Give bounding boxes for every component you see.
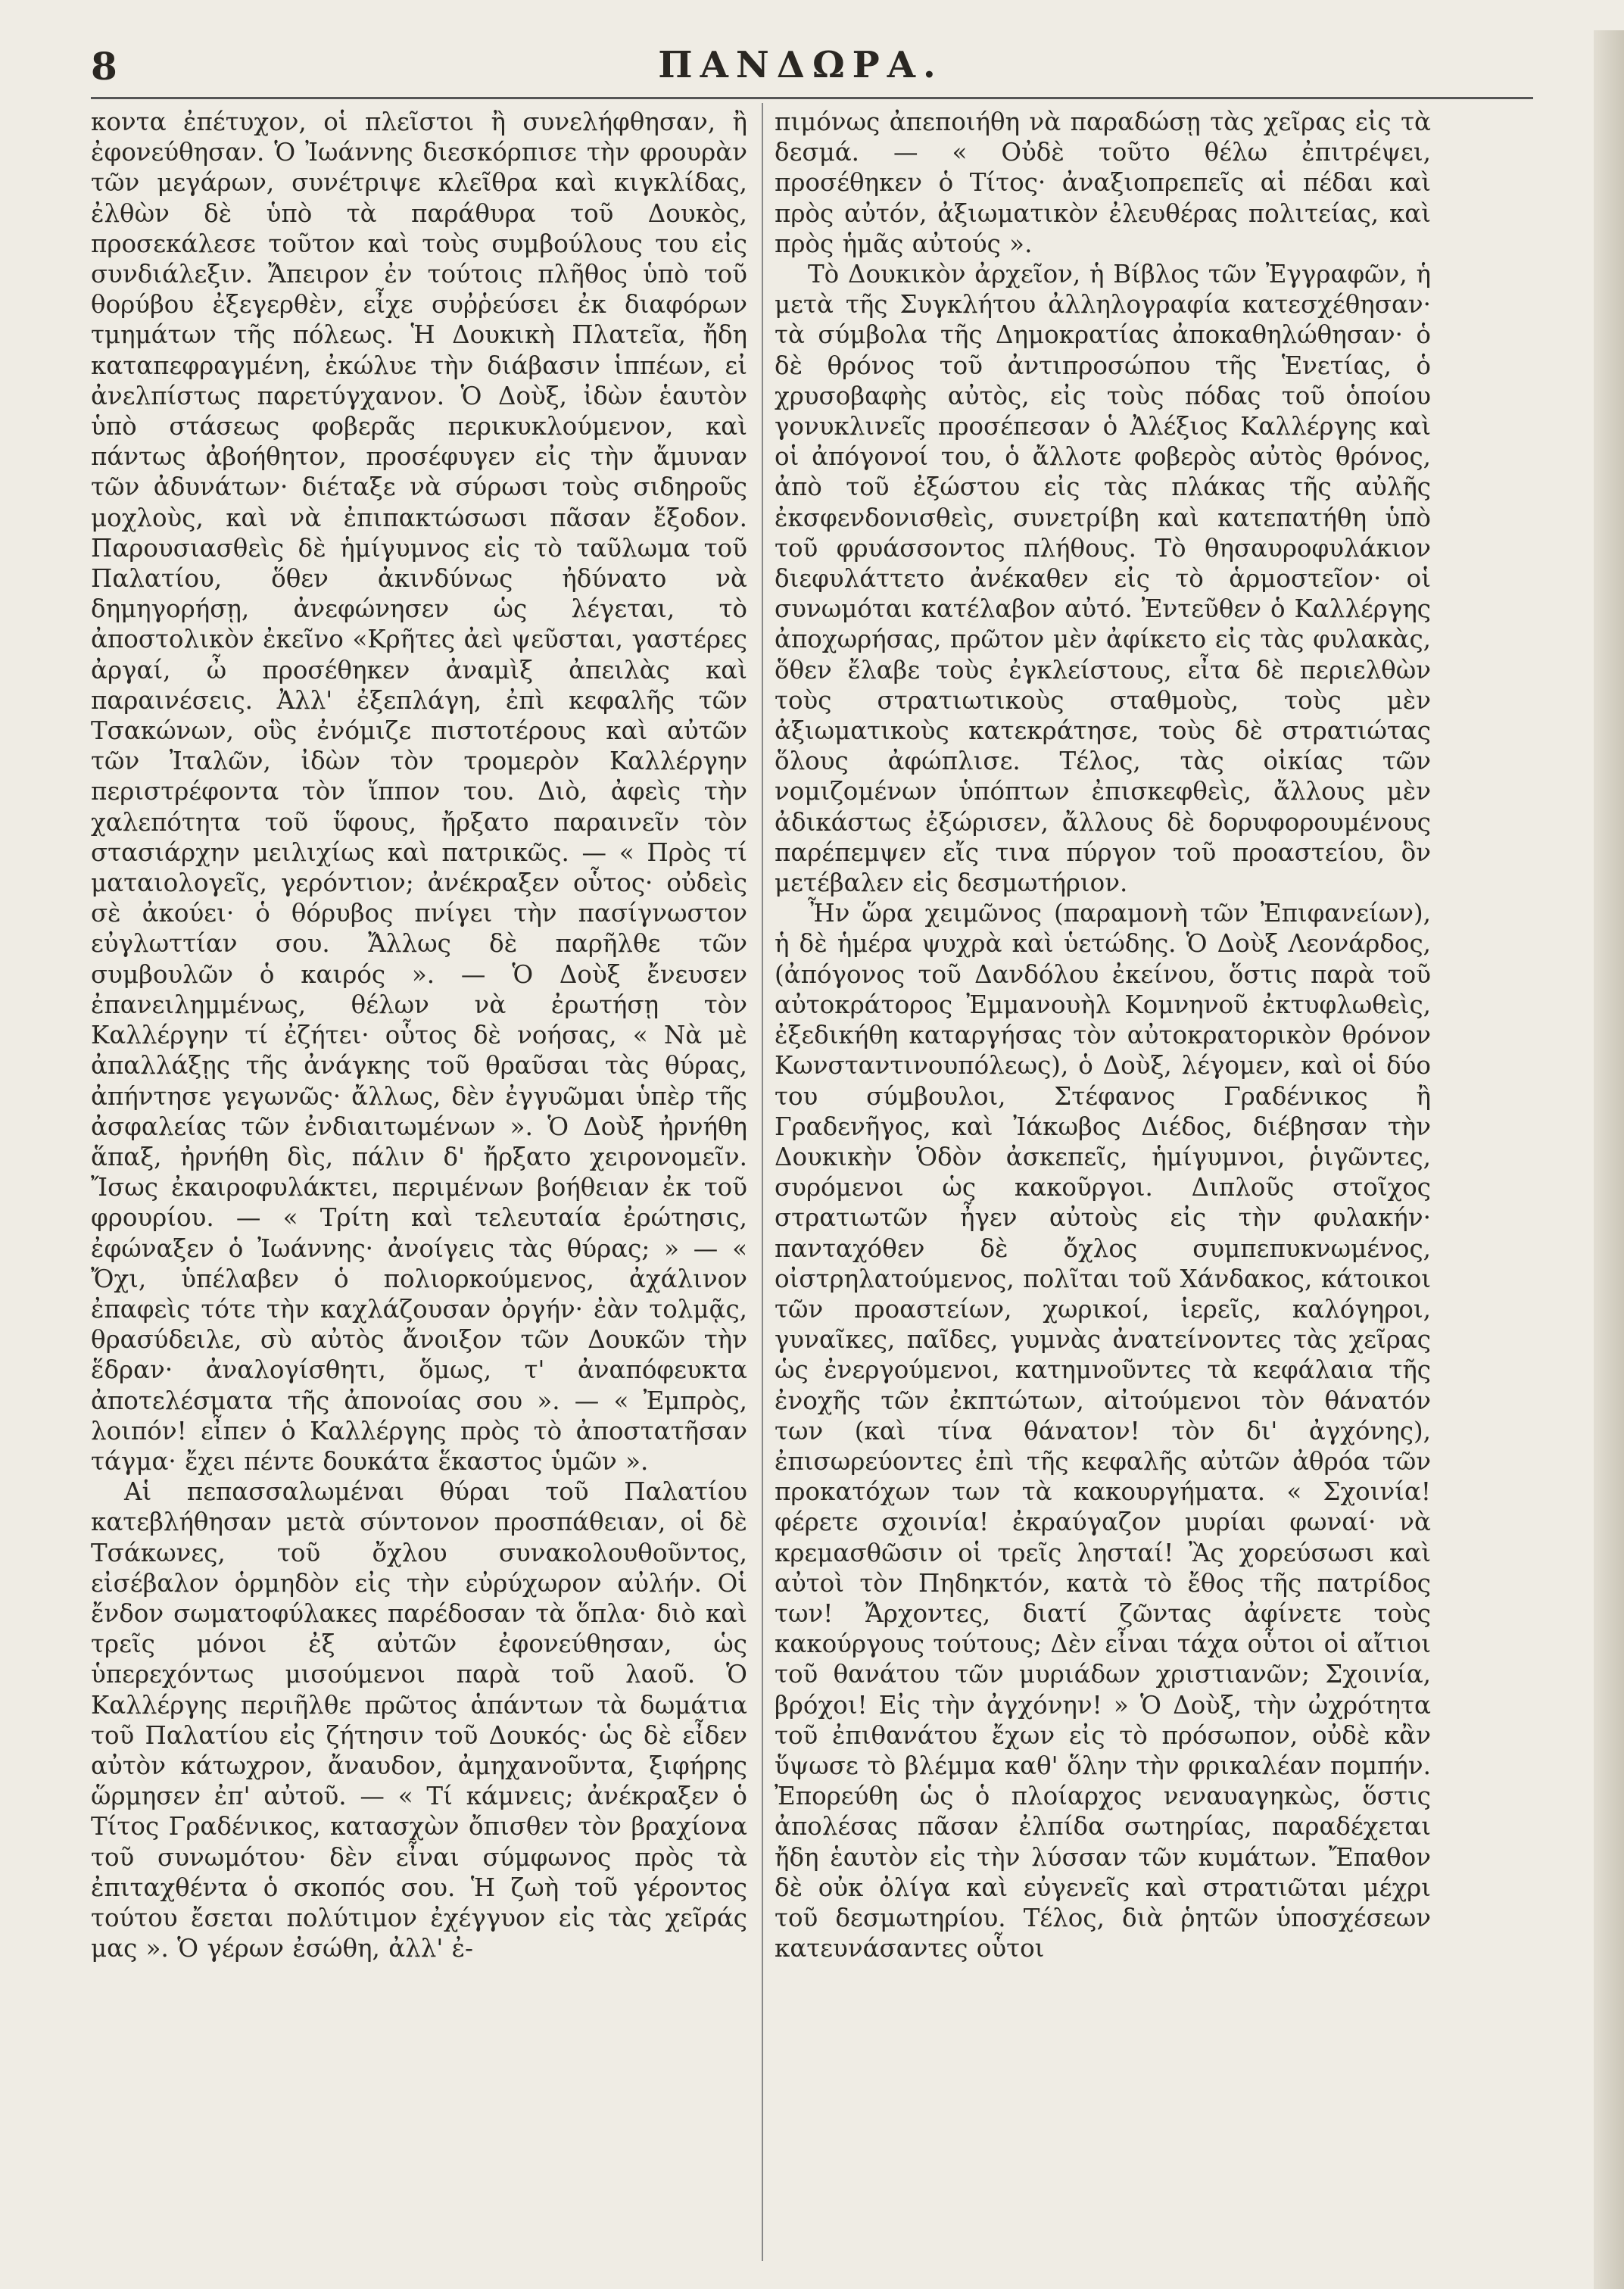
page-number: 8	[91, 44, 117, 89]
page-edge-shadow	[1594, 30, 1624, 2289]
running-title: ΠΑΝΔΩΡΑ.	[658, 44, 943, 86]
paragraph: Αἱ πεπασσαλωμέναι θύραι τοῦ Παλατίου κατεβλήθησαν μετὰ σύντονον προσπάθειαν, οἱ δὲ Τσάκωνες, τοῦ ὄχλου συνακολουθοῦντος, εἰσέβαλον ὁρμηδὸν εἰς τὴν εὐρύχωρον αὐλήν. Οἱ ἔνδον σωματοφύλακες παρέδοσαν τὰ ὅπλα· διὸ καὶ τρεῖς μόνοι ἐξ αὐτῶν ἐφονεύθησαν, ὡς ὑπερεχόντως μισούμενοι παρὰ τοῦ λαοῦ. Ὁ Καλλέργης περιῆλθε πρῶτος ἁπάντων τὰ δωμάτια τοῦ Παλατίου εἰς ζήτησιν τοῦ Δουκός· ὡς δὲ εἶδεν αὐτὸν κάτωχρον, ἄναυδον, ἀμηχανοῦντα, ξιφήρης ὥρμησεν ἐπ' αὐτοῦ. — « Τί κάμνεις; ἀνέκραξεν ὁ Τίτος Γραδένικος, κατασχὼν ὄπισθεν τὸν βραχίονα τοῦ συνωμότου· δὲν εἶναι σύμφωνος πρὸς τὰ ἐπιταχθέντα ὁ σκοπός σου. Ἡ ζωὴ τοῦ γέροντος τούτου ἔσεται πολύτιμον ἐχέγγυον εἰς τὰς χεῖράς μας ». Ὁ γέρων ἐσώθη, ἀλλ' ἐ-	[91, 1477, 747, 1963]
right-column	[775, 99, 1431, 2265]
text-columns	[91, 97, 1533, 2265]
paragraph: κοντα ἐπέτυχον, οἱ πλεῖστοι ἢ συνελήφθησαν, ἢ ἐφονεύθησαν. Ὁ Ἰωάννης διεσκόρπισε τὴν φρουρὰν τῶν μεγάρων, συνέτριψε κλεῖθρα καὶ κιγκλίδας, ἐλθὼν δὲ ὑπὸ τὰ παράθυρα τοῦ Δουκὸς, προσεκάλεσε τοῦτον καὶ τοὺς συμβούλους του εἰς συνδιάλεξιν. Ἄπειρον ἐν τούτοις πλῆθος ὑπὸ τοῦ θορύβου ἐξεγερθὲν, εἶχε συῤῥεύσει ἐκ διαφόρων τμημάτων τῆς πόλεως. Ἡ Δουκικὴ Πλατεῖα, ἤδη καταπεφραγμένη, ἐκώλυε τὴν διάβασιν ἱππέων, εἰ ἀνελπίστως παρετύγχανον. Ὁ Δοὺξ, ἰδὼν ἑαυτὸν ὑπὸ στάσεως φοβερᾶς περικυκλούμενον, καὶ πάντως ἀβοήθητον, προσέφυγεν εἰς τὴν ἄμυναν τῶν ἀδυνάτων· διέταξε νὰ σύρωσι τοὺς σιδηροῦς μοχλοὺς, καὶ νὰ ἐπιπακτώσωσι πᾶσαν ἔξοδον. Παρουσιασθεὶς δὲ ἡμίγυμνος εἰς τὸ ταῦλωμα τοῦ Παλατίου, ὅθεν ἀκινδύνως ἠδύνατο νὰ δημηγορήσῃ, ἀνεφώνησεν ὡς λέγεται, τὸ ἀποστολικὸν ἐκεῖνο «Κρῆτες ἀεὶ ψεῦσται, γαστέρες ἀργαί, ὦ προσέθηκεν ἀναμὶξ ἀπειλὰς καὶ παραινέσεις. Ἀλλ' ἐξεπλάγη, ἐπὶ κεφαλῆς τῶν Τσακώνων, οὓς ἐνόμιζε πιστοτέρους καὶ αὐτῶν τῶν Ἰταλῶν, ἰδὼν τὸν τρομερὸν Καλλέργην περιστρέφοντα τὸν ἵππον του. Διὸ, ἀφεὶς τὴν χαλεπότητα τοῦ ὕφους, ἤρξατο παραινεῖν τὸν στασιάρχην μειλιχίως καὶ πατρικῶς. — « Πρὸς τί ματαιολογεῖς, γερόντιον; ἀνέκραξεν οὗτος· οὐδεὶς σὲ ἀκούει· ὁ θόρυβος πνίγει τὴν πασίγνωστον εὐγλωττίαν σου. Ἄλλως δὲ παρῆλθε τῶν συμβουλῶν ὁ καιρός ». — Ὁ Δοὺξ ἔνευσεν ἐπανειλημμένως, θέλων νὰ ἐρωτήσῃ τὸν Καλλέργην τί ἐζήτει· οὗτος δὲ νοήσας, « Νὰ μὲ ἀπαλλάξῃς τῆς ἀνάγκης τοῦ θραῦσαι τὰς θύρας, ἀπήντησε γεγωνῶς· ἄλλως, δὲν ἐγγυῶμαι ὑπὲρ τῆς ἀσφαλείας τῶν ἐνδιαιτωμένων ». Ὁ Δοὺξ ἠρνήθη ἅπαξ, ἠρνήθη δὶς, πάλιν δ' ἤρξατο χειρονομεῖν. Ἴσως ἐκαιροφυλάκτει, περιμένων βοήθειαν ἐκ τοῦ φρουρίου. — « Τρίτη καὶ τελευταία ἐρώτησις, ἐφώναξεν ὁ Ἰωάννης· ἀνοίγεις τὰς θύρας; » — « Ὄχι, ὑπέλαβεν ὁ πολιορκούμενος, ἀχάλινον ἐπαφεὶς τότε τὴν καχλάζουσαν ὀργήν· ἐὰν τολμᾷς, θρασύδειλε, σὺ αὐτὸς ἄνοιξον τῶν Δουκῶν τὴν ἕδραν· ἀναλογίσθητι, ὅμως, τ' ἀναπόφευκτα ἀποτελέσματα τῆς ἀπονοίας σου ». — « Ἐμπρὸς, λοιπόν! εἶπεν ὁ Καλλέργης πρὸς τὸ ἀποστατῆσαν τάγμα· ἔχει πέντε δουκάτα ἕκαστος ὑμῶν ».	[91, 108, 747, 1476]
left-column	[91, 99, 747, 2265]
page-header	[91, 44, 1510, 97]
paragraph: Ἦν ὥρα χειμῶνος (παραμονὴ τῶν Ἐπιφανείων), ἡ δὲ ἡμέρα ψυχρὰ καὶ ὑετώδης. Ὁ Δοὺξ Λεονάρδος, (ἀπόγονος τοῦ Δανδόλου ἐκείνου, ὅστις παρὰ τοῦ αὐτοκράτορος Ἐμμανουὴλ Κομνηνοῦ ἐκτυφλωθεὶς, ἐξεδικήθη καταργήσας τὸν αὐτοκρατορικὸν θρόνον Κωνσταντινουπόλεως), ὁ Δοὺξ, λέγομεν, καὶ οἱ δύο του σύμβουλοι, Στέφανος Γραδένικος ἢ Γραδενῆγος, καὶ Ἰάκωβος Διέδος, διέβησαν τὴν Δουκικὴν Ὁδὸν ἀσκεπεῖς, ἡμίγυμνοι, ῥιγῶντες, συρόμενοι ὡς κακοῦργοι. Διπλοῦς στοῖχος στρατιωτῶν ἦγεν αὐτοὺς εἰς τὴν φυλακήν· πανταχόθεν δὲ ὄχλος συμπεπυκνωμένος, οἰστρηλατούμενος, πολῖται τοῦ Χάνδακος, κάτοικοι τῶν προαστείων, χωρικοί, ἱερεῖς, καλόγηροι, γυναῖκες, παῖδες, γυμνὰς ἀνατείνοντες τὰς χεῖρας ὡς ἐνεργούμενοι, κατημνοῦντες τὰ κεφάλαια τῆς ἐνοχῆς τῶν ἐκπτώτων, αἰτούμενοι τὸν θάνατόν των (καὶ τίνα θάνατον! τὸν δι' ἀγχόνης), ἐπισωρεύοντες ἐπὶ τῆς κεφαλῆς αὐτῶν ἀθρόα τῶν προκατόχων των τὰ κακουργήματα. « Σχοινία! φέρετε σχοινία! ἐκραύγαζον μυρίαι φωναί· νὰ κρεμασθῶσιν οἱ τρεῖς λησταί! Ἂς χορεύσωσι καὶ αὐτοὶ τὸν Πηδηκτόν, κατὰ τὸ ἔθος τῆς πατρίδος των! Ἄρχοντες, διατί ζῶντας ἀφίνετε τοὺς κακούργους τούτους; Δὲν εἶναι τάχα οὗτοι οἱ αἴτιοι τοῦ θανάτου τῶν μυριάδων χριστιανῶν; Σχοινία, βρόχοι! Εἰς τὴν ἀγχόνην! » Ὁ Δοὺξ, τὴν ὠχρότητα τοῦ ἐπιθανάτου ἔχων εἰς τὸ πρόσωπον, οὐδὲ κἂν ὕψωσε τὸ βλέμμα καθ' ὅλην τὴν φρικαλέαν πομπήν. Ἐπορεύθη ὡς ὁ πλοίαρχος νεναυαγηκὼς, ὅστις ἀπολέσας πᾶσαν ἐλπίδα σωτηρίας, παραδέχεται ἤδη ἑαυτὸν εἰς τὴν λύσσαν τῶν κυμάτων. Ἔπαθον δὲ οὐκ ὀλίγα καὶ εὐγενεῖς καὶ στρατιῶται μέχρι τοῦ δεσμωτηρίου. Τέλος, διὰ ῥητῶν ὑποσχέσεων κατευνάσαντες οὗτοι	[775, 899, 1431, 1963]
paragraph: Τὸ Δουκικὸν ἀρχεῖον, ἡ Βίβλος τῶν Ἐγγραφῶν, ἡ μετὰ τῆς Συγκλήτου ἀλληλογραφία κατεσχέθησαν· τὰ σύμβολα τῆς Δημοκρατίας ἀποκαθηλώθησαν· ὁ δὲ θρόνος τοῦ ἀντιπροσώπου τῆς Ἑνετίας, ὁ χρυσοβαφὴς αὐτὸς, εἰς τοὺς πόδας τοῦ ὁποίου γονυκλινεῖς προσέπεσαν ὁ Ἀλέξιος Καλλέργης καὶ οἱ ἀπόγονοί του, ὁ ἄλλοτε φοβερὸς αὐτὸς θρόνος, ἀπὸ τοῦ ἐξώστου εἰς τὰς πλάκας τῆς αὐλῆς ἐκσφενδονισθεὶς, συνετρίβη καὶ κατεπατήθη ὑπὸ τοῦ φρυάσσοντος πλήθους. Τὸ θησαυροφυλάκιον διεφυλάττετο ἀνέκαθεν εἰς τὸ ἁρμοστεῖον· οἱ συνωμόται κατέλαβον αὐτό. Ἐντεῦθεν ὁ Καλλέργης ἀποχωρήσας, πρῶτον μὲν ἀφίκετο εἰς τὰς φυλακὰς, ὅθεν ἔλαβε τοὺς ἐγκλείστους, εἶτα δὲ περιελθὼν τοὺς στρατιωτικοὺς σταθμοὺς, τοὺς μὲν ἀξιωματικοὺς κατεκράτησε, τοὺς δὲ στρατιώτας ὅλους ἀφώπλισε. Τέλος, τὰς οἰκίας τῶν νομιζομένων ὑπόπτων ἐπισκεφθεὶς, ἄλλους μὲν ἀδικάστως ἐξώρισεν, ἄλλους δὲ δορυφορουμένους παρέπεμψεν εἴς τινα πύργον τοῦ προαστείου, ὃν μετέβαλεν εἰς δεσμωτήριον.	[775, 260, 1431, 898]
paragraph: πιμόνως ἀπεποιήθη νὰ παραδώσῃ τὰς χεῖρας εἰς τὰ δεσμά. — « Οὐδὲ τοῦτο θέλω ἐπιτρέψει, προσέθηκεν ὁ Τίτος· ἀναξιοπρεπεῖς αἱ πέδαι καὶ πρὸς αὐτόν, ἀξιωματικὸν ἐλευθέρας πολιτείας, καὶ πρὸς ἡμᾶς αὐτούς ».	[775, 108, 1431, 258]
